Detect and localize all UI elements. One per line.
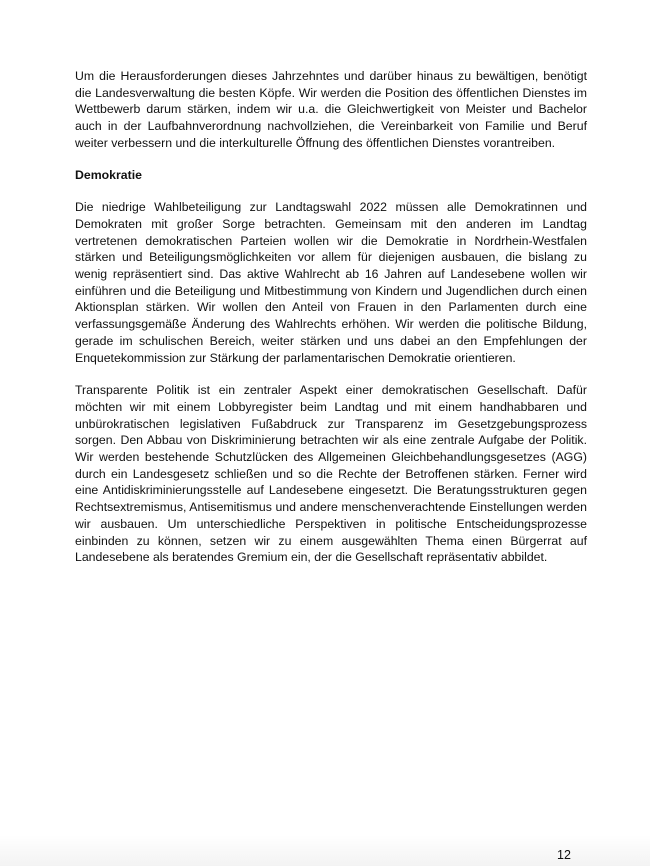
page-bottom-edge [0, 835, 650, 866]
document-page [75, 68, 587, 566]
paragraph-public-service: Um die Herausforderungen dieses Jahrzehntes und darüber hinaus zu bewältigen, benötigt die Landesverwaltung die besten Köpfe. Wir werden die Position des öffentlichen Dienstes im Wettbewerb darum stärken, indem wir u.a. die Gleichwertigkeit von Meister und Bachelor auch in der Laufbahnverordnung nachvollziehen, die Vereinbarkeit von Familie und Beruf weiter verbessern und die interkulturelle Öffnung des öffentlichen Dienstes vorantreiben. [75, 69, 587, 150]
page-number: 12 [557, 848, 571, 862]
paragraph-transparency: Transparente Politik ist ein zentraler Aspekt einer demokratischen Gesellschaft. Dafür möchten wir mit einem Lobbyregister beim Landtag und mit einem handhabbaren und unbürokratischen legislativen Fußabdruck zur Transparenz im Gesetzgebungsprozess sorgen. Den Abbau von Diskriminierung betrachten wir als eine zentrale Aufgabe der Politik. Wir werden bestehende Schutzlücken des Allgemeinen Gleichbehandlungsgesetzes (AGG) durch ein Landesgesetz schließen und so die Rechte der Betroffenen stärken. Ferner wird eine Antidiskriminierungsstelle auf Landesebene eingesetzt. Die Beratungsstrukturen gegen Rechtsextremismus, Antisemitismus und andere menschenverachtende Einstellungen werden wir ausbauen. Um unterschiedliche Perspektiven in politische Entscheidungsprozesse einbinden zu können, setzen wir zu einem ausgewählten Thema einen Bürgerrat auf Landesebene als beratendes Gremium ein, der die Gesellschaft repräsentativ abbildet. [75, 383, 587, 565]
paragraph-democracy: Die niedrige Wahlbeteiligung zur Landtagswahl 2022 müssen alle Demokratinnen und Demokraten mit großer Sorge betrachten. Gemeinsam mit den anderen im Landtag vertretenen demokratischen Parteien wollen wir die Demokratie in Nordrhein-Westfalen stärken und Beteiligungsmöglichkeiten vor allem für diejenigen ausbauen, die bislang zu wenig repräsentiert sind. Das aktive Wahlrecht ab 16 Jahren auf Landesebene wollen wir einführen und die Beteiligung und Mitbestimmung von Kindern und Jugendlichen durch einen Aktionsplan stärken. Wir wollen den Anteil von Frauen in den Parlamenten durch eine verfassungsgemäße Änderung des Wahlrechts erhöhen. Wir werden die politische Bildung, gerade im schulischen Bereich, weiter stärken und uns dabei an den Empfehlungen der Enquetekommission zur Stärkung der parlamentarischen Demokratie orientieren. [75, 200, 587, 365]
section-heading-demokratie: Demokratie [75, 167, 142, 182]
